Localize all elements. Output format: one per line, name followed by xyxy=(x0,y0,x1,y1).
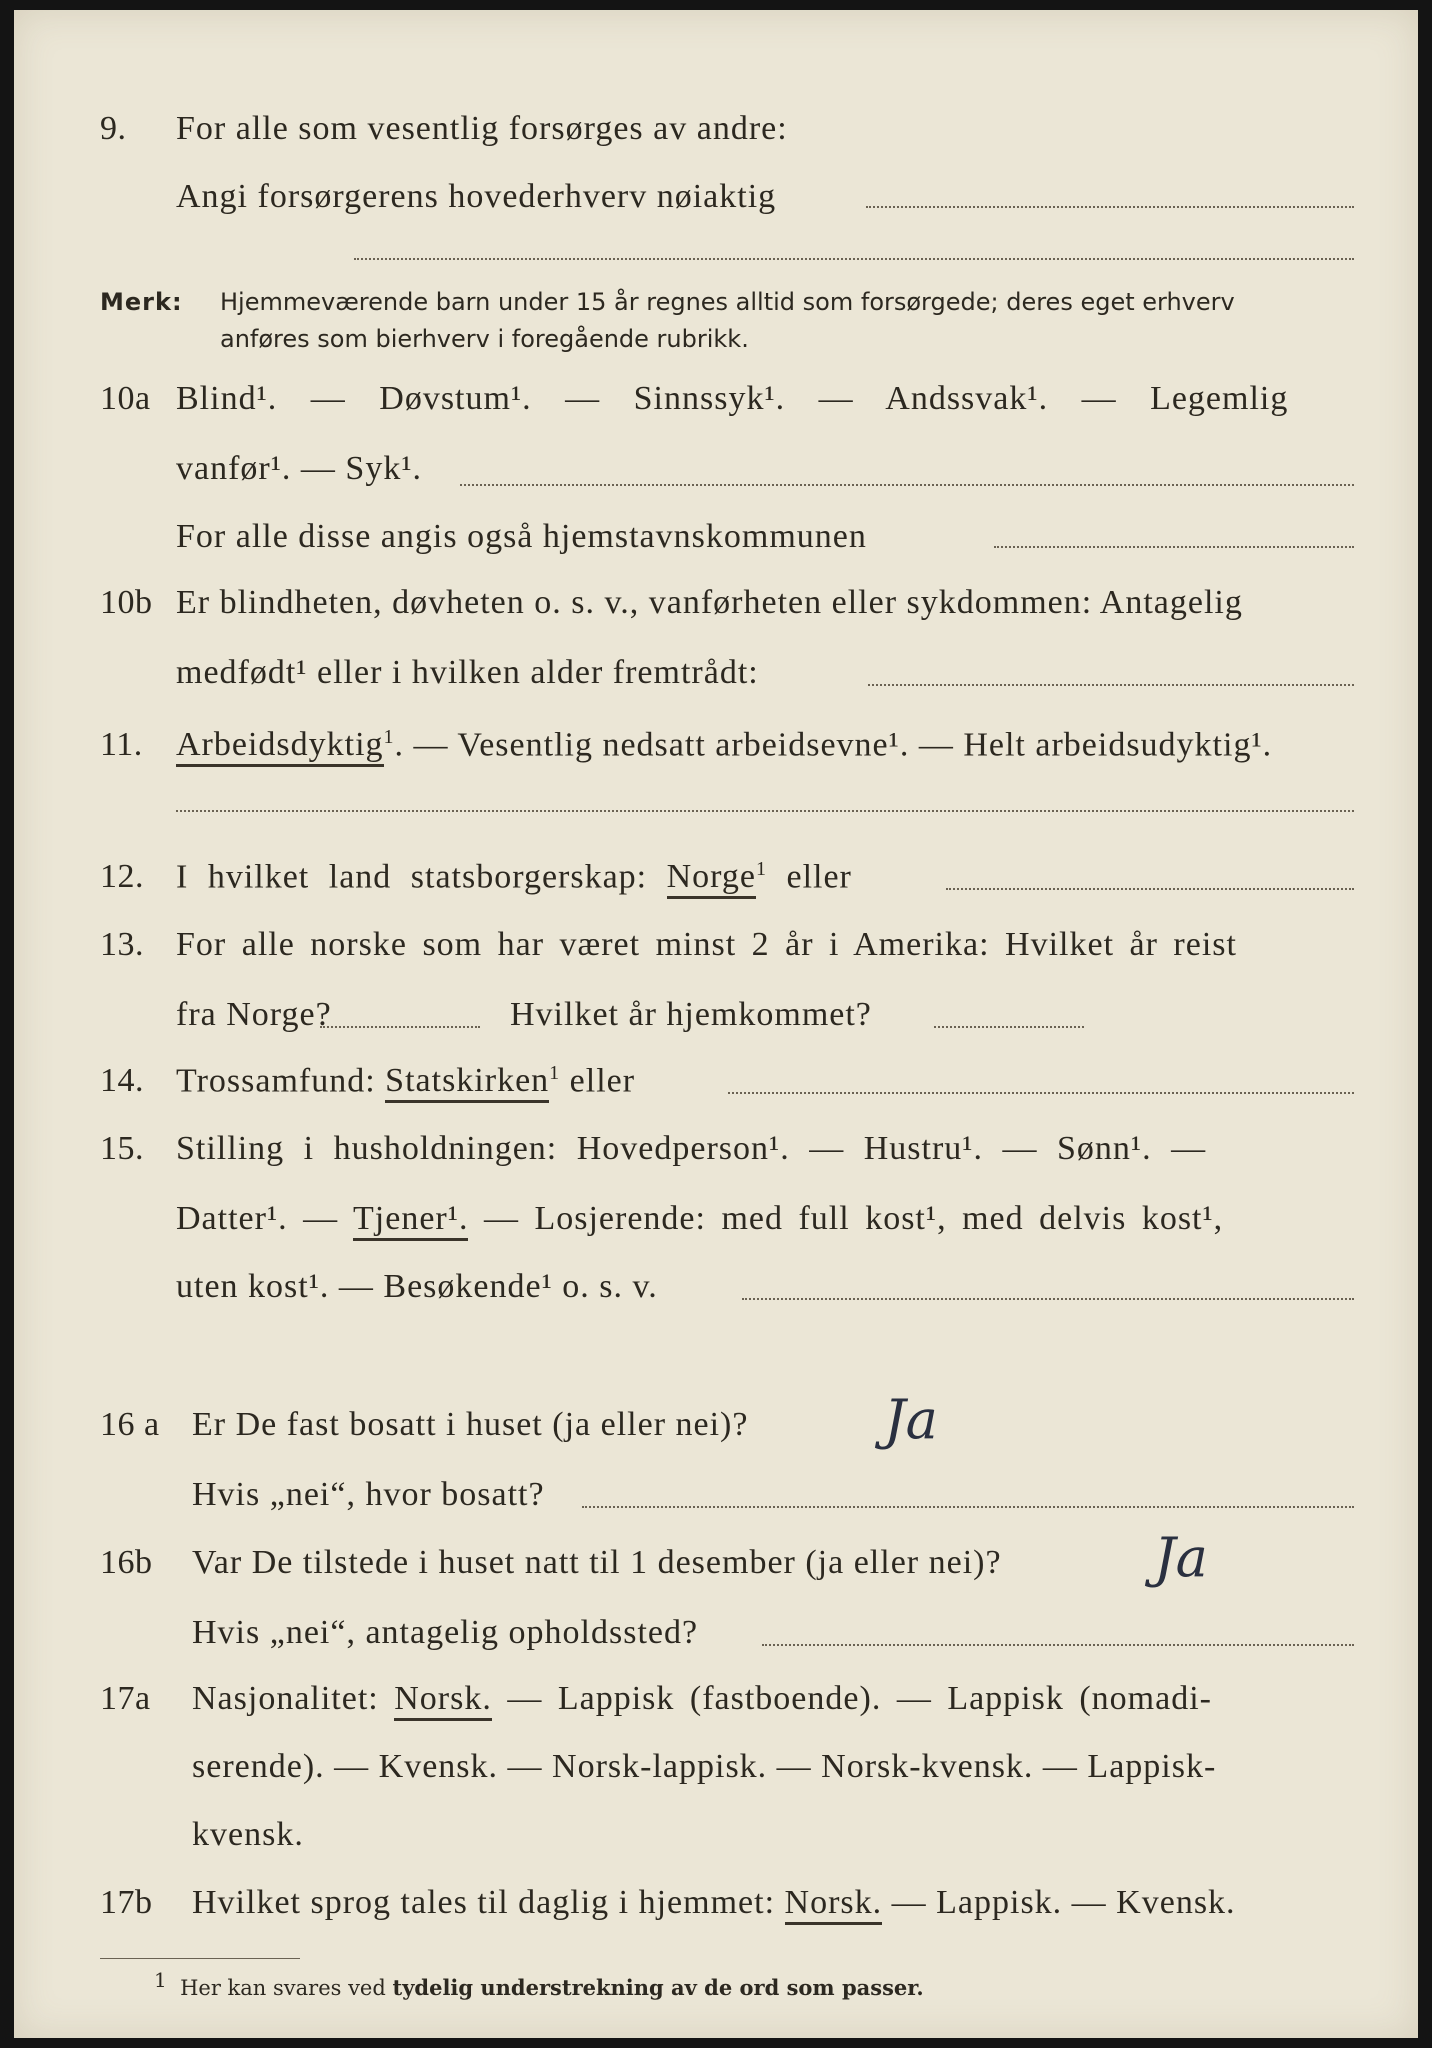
census-form-page xyxy=(14,10,1418,2038)
answer-underlined[interactable]: Norsk. xyxy=(394,1680,492,1721)
answer-line[interactable] xyxy=(946,888,1354,890)
answer-line[interactable] xyxy=(176,810,1354,812)
question-11-options: Arbeidsdyktig$^1$. — Vesentlig nedsatt arbeidsevne¹. — Helt arbeidsudyktig¹. xyxy=(176,726,1272,764)
question-14-number: 14. xyxy=(100,1062,144,1099)
question-13-text: For alle norske som har været minst 2 år i Amerika: Hvilket år reist xyxy=(176,926,1237,963)
question-16a-number: 16 a xyxy=(100,1406,160,1443)
question-15-text-3: uten kost¹. — Besøkende¹ o. s. v. xyxy=(176,1268,658,1305)
question-17a-text-2: serende). — Kvensk. — Norsk-lappisk. — Norsk-kvensk. — Lappisk- xyxy=(192,1748,1217,1785)
answer-line[interactable] xyxy=(866,206,1354,208)
question-17b-number: 17b xyxy=(100,1884,153,1921)
question-10a-home-municipality: For alle disse angis også hjemstavnskommunen xyxy=(176,518,867,555)
answer-line[interactable] xyxy=(354,258,1354,260)
question-15-text-2: Datter¹. — Tjener¹. — Losjerende: med full kost¹, med delvis kost¹, xyxy=(176,1200,1223,1238)
question-10a-options-2: vanfør¹. — Syk¹. xyxy=(176,450,423,487)
answer-line[interactable] xyxy=(994,546,1354,548)
answer-line[interactable] xyxy=(728,1092,1354,1094)
question-16b-location: Hvis „nei“, antagelig opholdssted? xyxy=(192,1614,699,1651)
answer-underlined[interactable]: Tjener¹. xyxy=(353,1200,468,1241)
answer-underlined[interactable]: Statskirken xyxy=(385,1062,549,1103)
note-line-2: anføres som bierhverv i foregående rubrikk. xyxy=(220,325,749,353)
answer-line[interactable] xyxy=(460,484,1354,486)
question-11-number: 11. xyxy=(100,726,143,763)
answer-underlined[interactable]: Norsk. xyxy=(785,1884,883,1925)
question-12-number: 12. xyxy=(100,858,144,895)
question-9-provider-label: Angi forsørgerens hovederhverv nøiaktig xyxy=(176,178,777,215)
question-16a-text: Er De fast bosatt i huset (ja eller nei)? xyxy=(192,1406,749,1443)
answer-underlined[interactable]: Arbeidsdyktig xyxy=(176,726,384,767)
question-16a-where: Hvis „nei“, hvor bosatt? xyxy=(192,1476,545,1513)
question-16b-number: 16b xyxy=(100,1544,153,1581)
question-16b-text: Var De tilstede i huset natt til 1 desember (ja eller nei)? xyxy=(192,1544,1002,1581)
question-10b-text-2: medfødt¹ eller i hvilken alder fremtrådt: xyxy=(176,654,759,691)
note-label: Merk: xyxy=(100,288,183,316)
question-17a-text-1: Nasjonalitet: Norsk. — Lappisk (fastboende). — Lappisk (nomadi- xyxy=(192,1680,1212,1718)
question-13-year-returned: Hvilket år hjemkommet? xyxy=(510,996,872,1033)
answer-line[interactable] xyxy=(868,684,1354,686)
answer-line[interactable] xyxy=(762,1644,1354,1646)
footnote-divider xyxy=(100,1958,300,1959)
answer-underlined[interactable]: Norge xyxy=(667,858,756,899)
question-10b-text-1: Er blindheten, døvheten o. s. v., vanførheten eller sykdommen: Antagelig xyxy=(176,584,1243,621)
question-14-text: Trossamfund: Statskirken$^1$ eller xyxy=(176,1062,635,1100)
question-17b-text: Hvilket sprog tales til daglig i hjemmet: Norsk. — Lappisk. — Kvensk. xyxy=(192,1884,1236,1922)
footnote: 1 Her kan svares ved tydelig understrekning av de ord som passer. xyxy=(154,1968,924,2000)
question-12-text: I hvilket land statsborgerskap: Norge$^1$ eller xyxy=(176,858,852,896)
question-17a-text-3: kvensk. xyxy=(192,1816,304,1853)
question-17a-number: 17a xyxy=(100,1680,151,1717)
question-15-text-1: Stilling i husholdningen: Hovedperson¹. — Hustru¹. — Sønn¹. — xyxy=(176,1130,1207,1167)
question-13-number: 13. xyxy=(100,926,144,963)
question-10a-number: 10a xyxy=(100,380,151,417)
question-9-number: 9. xyxy=(100,110,127,147)
handwritten-answer[interactable]: Ja xyxy=(884,1388,938,1451)
answer-line[interactable] xyxy=(320,1026,480,1028)
answer-line[interactable] xyxy=(582,1506,1354,1508)
answer-line[interactable] xyxy=(742,1298,1354,1300)
question-10b-number: 10b xyxy=(100,584,153,621)
handwritten-answer[interactable]: Ja xyxy=(1154,1526,1208,1589)
question-10a-options-1: Blind¹. — Døvstum¹. — Sinnssyk¹. — Andssvak¹. — Legemlig xyxy=(176,380,1289,417)
note-line-1: Hjemmeværende barn under 15 år regnes alltid som forsørgede; deres eget erhverv xyxy=(220,288,1235,316)
answer-line[interactable] xyxy=(934,1026,1084,1028)
question-15-number: 15. xyxy=(100,1130,144,1167)
question-13-year-left: fra Norge? xyxy=(176,996,332,1033)
question-9-text: For alle som vesentlig forsørges av andre: xyxy=(176,110,788,147)
